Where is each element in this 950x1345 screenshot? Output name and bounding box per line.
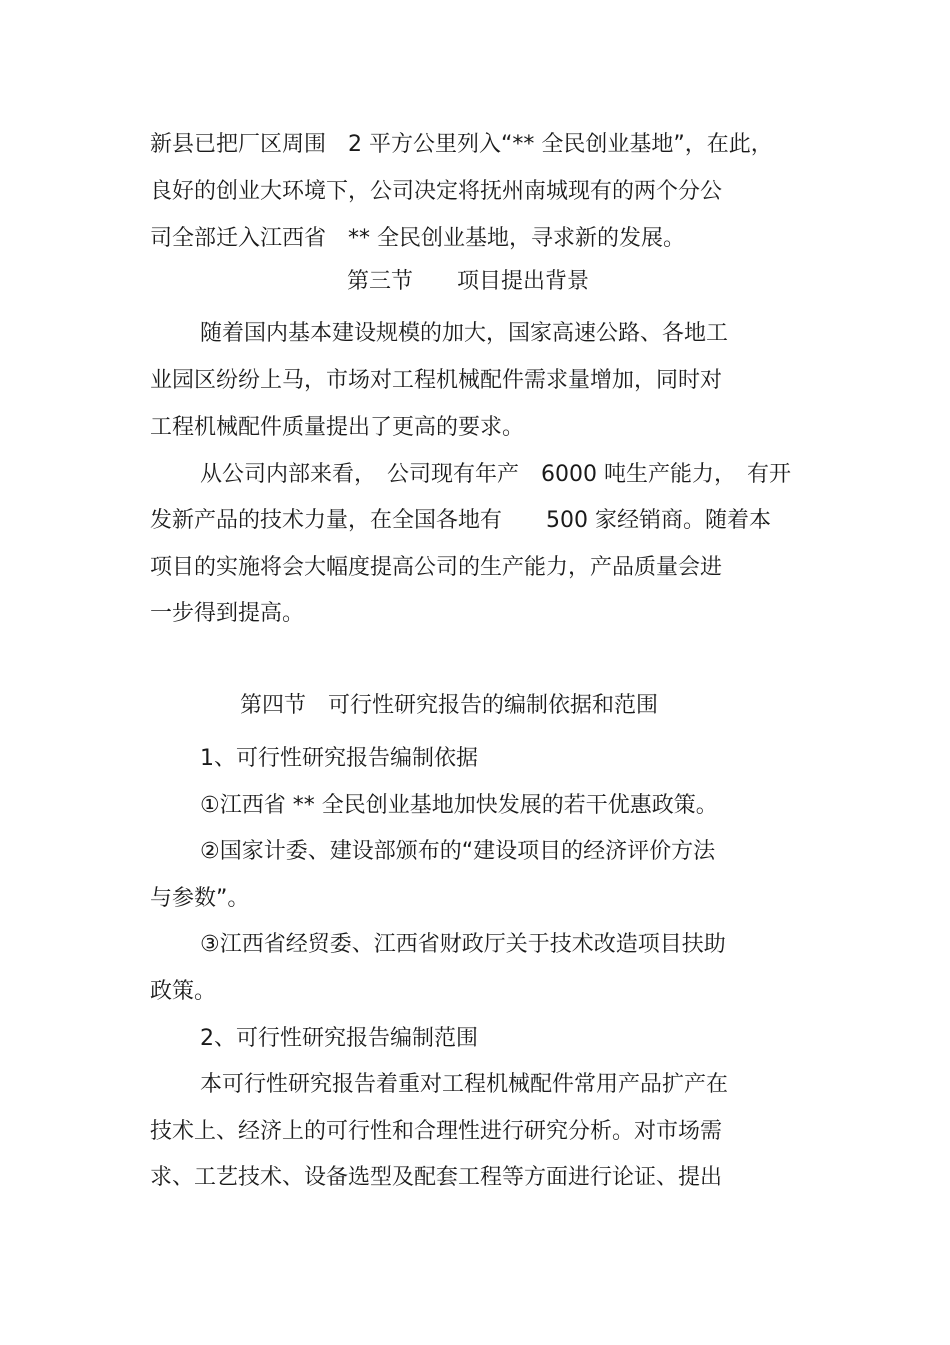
text-line: 工程机械配件质量提出了更高的要求。 <box>150 415 525 440</box>
text-line: 本可行性研究报告着重对工程机械配件常用产品扩产在 <box>200 1072 729 1097</box>
text-line: 业园区纷纷上马，市场对工程机械配件需求量增加，同时对 <box>150 368 723 393</box>
text-line: 良好的创业大环境下，公司决定将抚州南城现有的两个分公 <box>150 179 723 204</box>
text-line: 从公司内部来看， 公司现有年产 6000 吨生产能力， 有开 <box>200 462 791 487</box>
text-line: 求、工艺技术、设备选型及配套工程等方面进行论证、提出 <box>150 1165 723 1190</box>
text-line: ②国家计委、建设部颁布的“建设项目的经济评价方法 <box>200 839 716 864</box>
text-line: ①江西省 ** 全民创业基地加快发展的若干优惠政策。 <box>200 793 718 818</box>
section-heading-4: 第四节 可行性研究报告的编制依据和范围 <box>240 693 659 718</box>
text-line: 项目的实施将会大幅度提高公司的生产能力，产品质量会进 <box>150 555 723 580</box>
text-line: 发新产品的技术力量，在全国各地有 500 家经销商。随着本 <box>150 508 771 533</box>
text-line: 一步得到提高。 <box>150 601 305 626</box>
text-line: ③江西省经贸委、江西省财政厅关于技术改造项目扶助 <box>200 932 726 957</box>
text-line: 2、可行性研究报告编制范围 <box>200 1026 478 1051</box>
text-line: 随着国内基本建设规模的加大，国家高速公路、各地工 <box>200 321 729 346</box>
text-line: 司全部迁入江西省 ** 全民创业基地，寻求新的发展。 <box>150 226 685 251</box>
text-line: 新县已把厂区周围 2 平方公里列入“** 全民创业基地”，在此， <box>150 132 773 157</box>
text-line: 技术上、经济上的可行性和合理性进行研究分析。对市场需 <box>150 1119 723 1144</box>
text-line: 政策。 <box>150 979 217 1004</box>
text-line: 1、可行性研究报告编制依据 <box>200 746 478 771</box>
text-line: 与参数”。 <box>150 886 250 911</box>
section-heading-3: 第三节 项目提出背景 <box>347 269 590 294</box>
